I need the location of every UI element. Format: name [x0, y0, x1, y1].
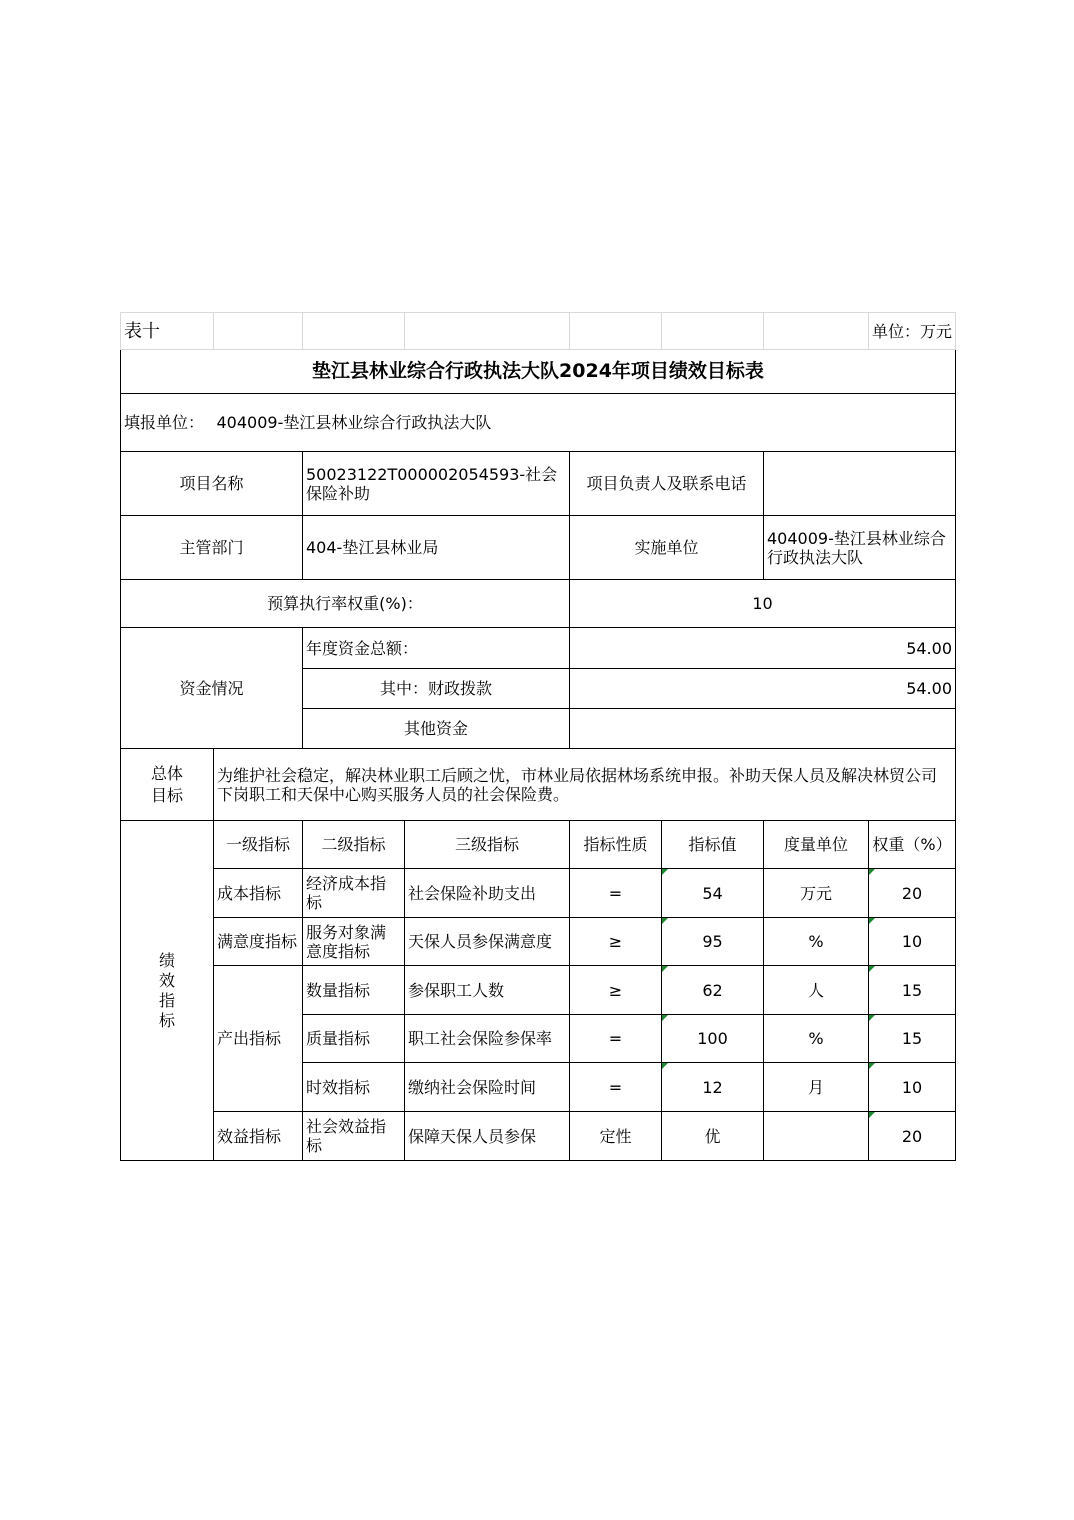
- weight-cell: 10: [869, 918, 956, 966]
- funds-other-value: [570, 709, 956, 749]
- unit-cell: 月: [764, 1063, 869, 1112]
- funds-total-label: 年度资金总额：: [303, 628, 570, 669]
- funds-total-value: 54.00: [570, 628, 956, 669]
- group-output: 产出指标: [214, 966, 303, 1112]
- header-level2: 二级指标: [303, 821, 405, 869]
- table-row: [121, 1112, 956, 1161]
- indicator-section-label: 绩效指标: [158, 950, 175, 1030]
- header-level1: 一级指标: [214, 821, 303, 869]
- table-number: 表十: [121, 313, 214, 350]
- unit-label: 单位：万元: [869, 313, 956, 350]
- contact-value: [764, 452, 956, 516]
- header-unit: 度量单位: [764, 821, 869, 869]
- fill-unit-label: 填报单位：: [121, 394, 214, 452]
- value-cell: 100: [662, 1015, 764, 1063]
- department-row: [121, 516, 956, 580]
- weight-cell: 15: [869, 966, 956, 1015]
- unit-cell: [764, 1112, 869, 1161]
- impl-unit-value: 404009-垫江县林业综合行政执法大队: [764, 516, 956, 580]
- unit-cell: %: [764, 918, 869, 966]
- funds-fiscal-label: 其中：财政拨款: [303, 669, 570, 709]
- impl-unit-label: 实施单位: [570, 516, 764, 580]
- level2-cell: 服务对象满意度指标: [303, 918, 405, 966]
- indicator-header-row: [121, 821, 956, 869]
- fill-unit-row: [121, 394, 956, 452]
- unit-cell: 人: [764, 966, 869, 1015]
- dept-value: 404-垫江县林业局: [303, 516, 570, 580]
- performance-target-table: [120, 312, 956, 1161]
- table-row: [121, 918, 956, 966]
- goal-label: 总体目标: [150, 763, 183, 805]
- value-cell: 95: [662, 918, 764, 966]
- budget-weight-label: 预算执行率权重(%)：: [121, 580, 570, 628]
- header-nature: 指标性质: [570, 821, 662, 869]
- unit-cell: 万元: [764, 869, 869, 918]
- level2-cell: 经济成本指标: [303, 869, 405, 918]
- nature-cell: =: [570, 1015, 662, 1063]
- value-cell: 54: [662, 869, 764, 918]
- group-benefit: 效益指标: [214, 1112, 303, 1161]
- funds-fiscal-value: 54.00: [570, 669, 956, 709]
- header-row: [121, 313, 956, 350]
- weight-cell: 20: [869, 869, 956, 918]
- fill-unit-value: 404009-垫江县林业综合行政执法大队: [214, 394, 956, 452]
- weight-cell: 15: [869, 1015, 956, 1063]
- budget-weight-row: [121, 580, 956, 628]
- group-satisfaction: 满意度指标: [214, 918, 303, 966]
- table-row: [121, 966, 956, 1015]
- nature-cell: 定性: [570, 1112, 662, 1161]
- dept-label: 主管部门: [121, 516, 303, 580]
- title-row: [121, 350, 956, 394]
- weight-cell: 20: [869, 1112, 956, 1161]
- level3-cell: 社会保险补助支出: [405, 869, 570, 918]
- performance-target-sheet: [120, 312, 956, 1161]
- header-level3: 三级指标: [405, 821, 570, 869]
- value-cell: 12: [662, 1063, 764, 1112]
- funds-total-row: [121, 628, 956, 669]
- table-row: [121, 869, 956, 918]
- value-cell: 优: [662, 1112, 764, 1161]
- project-name-value: 50023122T000002054593-社会保险补助: [303, 452, 570, 516]
- nature-cell: =: [570, 1063, 662, 1112]
- group-cost: 成本指标: [214, 869, 303, 918]
- level3-cell: 职工社会保险参保率: [405, 1015, 570, 1063]
- level2-cell: 社会效益指标: [303, 1112, 405, 1161]
- level3-cell: 参保职工人数: [405, 966, 570, 1015]
- project-name-row: [121, 452, 956, 516]
- nature-cell: ≥: [570, 918, 662, 966]
- weight-cell: 10: [869, 1063, 956, 1112]
- goal-label-cell: [121, 749, 214, 821]
- level3-cell: 天保人员参保满意度: [405, 918, 570, 966]
- level3-cell: 保障天保人员参保: [405, 1112, 570, 1161]
- indicator-section-cell: [121, 821, 214, 1161]
- level3-cell: 缴纳社会保险时间: [405, 1063, 570, 1112]
- budget-weight-value: 10: [570, 580, 956, 628]
- contact-label: 项目负责人及联系电话: [570, 452, 764, 516]
- project-name-label: 项目名称: [121, 452, 303, 516]
- value-cell: 62: [662, 966, 764, 1015]
- level2-cell: 时效指标: [303, 1063, 405, 1112]
- header-weight: 权重（%）: [869, 821, 956, 869]
- funds-other-label: 其他资金: [303, 709, 570, 749]
- funds-label: 资金情况: [121, 628, 303, 749]
- level2-cell: 数量指标: [303, 966, 405, 1015]
- nature-cell: ≥: [570, 966, 662, 1015]
- header-value: 指标值: [662, 821, 764, 869]
- goal-text: 为维护社会稳定，解决林业职工后顾之忧，市林业局依据林场系统申报。补助天保人员及解决林贸公司下岗职工和天保中心购买服务人员的社会保险费。: [214, 749, 956, 821]
- nature-cell: =: [570, 869, 662, 918]
- page-title: 垫江县林业综合行政执法大队2024年项目绩效目标表: [121, 350, 956, 394]
- level2-cell: 质量指标: [303, 1015, 405, 1063]
- goal-row: [121, 749, 956, 821]
- unit-cell: %: [764, 1015, 869, 1063]
